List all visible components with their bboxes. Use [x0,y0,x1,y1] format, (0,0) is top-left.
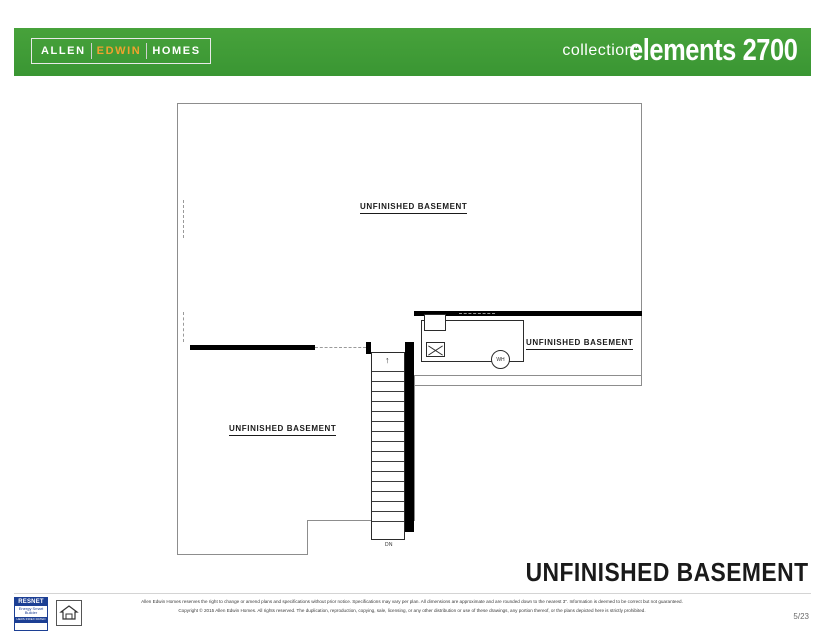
legal-line-2: Copyright © 2015 Allen Edwin Homes. All rights reserved. The duplication, reproduction, copying, sale, licensing, or any other distribution or use of these drawings, any portion thereof, or the plans depicted here is strictly prohibited. [178,607,646,613]
outline-step-vertical [307,520,308,555]
outline-right-wing-edge [414,375,642,376]
dashed-line-mid-left [315,347,366,348]
resnet-badge-bottom: HERS INDEX RATED [16,617,46,622]
resnet-badge-middle: Energy Smart Builder [18,605,44,616]
wall-right-wing-top [414,311,642,316]
logo-word-edwin: EDWIN [96,44,142,57]
furnace-unit [424,314,446,331]
page-title: UNFINISHED BASEMENT [526,557,809,587]
dashed-line-wing-top [459,313,495,314]
staircase [371,352,405,540]
header-bar [14,28,811,76]
outline-right-wing-bottom [414,375,415,521]
stair-direction-arrow: ↑ [385,355,390,365]
company-logo [31,38,211,64]
dashed-line-left-lower [183,312,184,342]
resnet-badge-top: RESNET [15,598,47,606]
room-label-upper: UNFINISHED BASEMENT [360,202,467,214]
collection-name: elements 2700 [628,32,797,67]
outline-wing-bottom-line [414,385,642,386]
resnet-badge [14,597,48,631]
stair-dn-label: DN [385,542,393,548]
outline-top [177,103,642,104]
outline-bottom-left [177,554,307,555]
footer-divider [14,593,811,594]
dashed-line-left-upper [183,200,184,238]
water-heater-symbol: WH [491,350,510,369]
legal-disclaimer [112,598,712,615]
equal-housing-opportunity-icon [56,600,82,626]
wall-stair-right-vertical [405,342,414,532]
wall-left-mid [190,345,315,350]
room-label-lower-left: UNFINISHED BASEMENT [229,424,336,436]
outline-right-upper [641,103,642,386]
legal-line-1: Allen Edwin Homes reserves the right to change or amend plans and specifications without prior notice. Specifications may vary per plan. All dimensions are approximate and are rounded down to the nearest 3". Information is deemed to be correct but not guaranteed. [141,599,683,604]
room-label-right-wing: UNFINISHED BASEMENT [526,338,633,350]
air-handler-symbol [426,342,445,357]
logo-word-homes: HOMES [152,44,201,57]
collection-label: collection: [562,42,639,59]
outline-left [177,103,178,555]
page-number: 5/23 [793,612,809,621]
floor-plan-drawing [0,80,825,560]
logo-word-allen: ALLEN [41,44,86,57]
